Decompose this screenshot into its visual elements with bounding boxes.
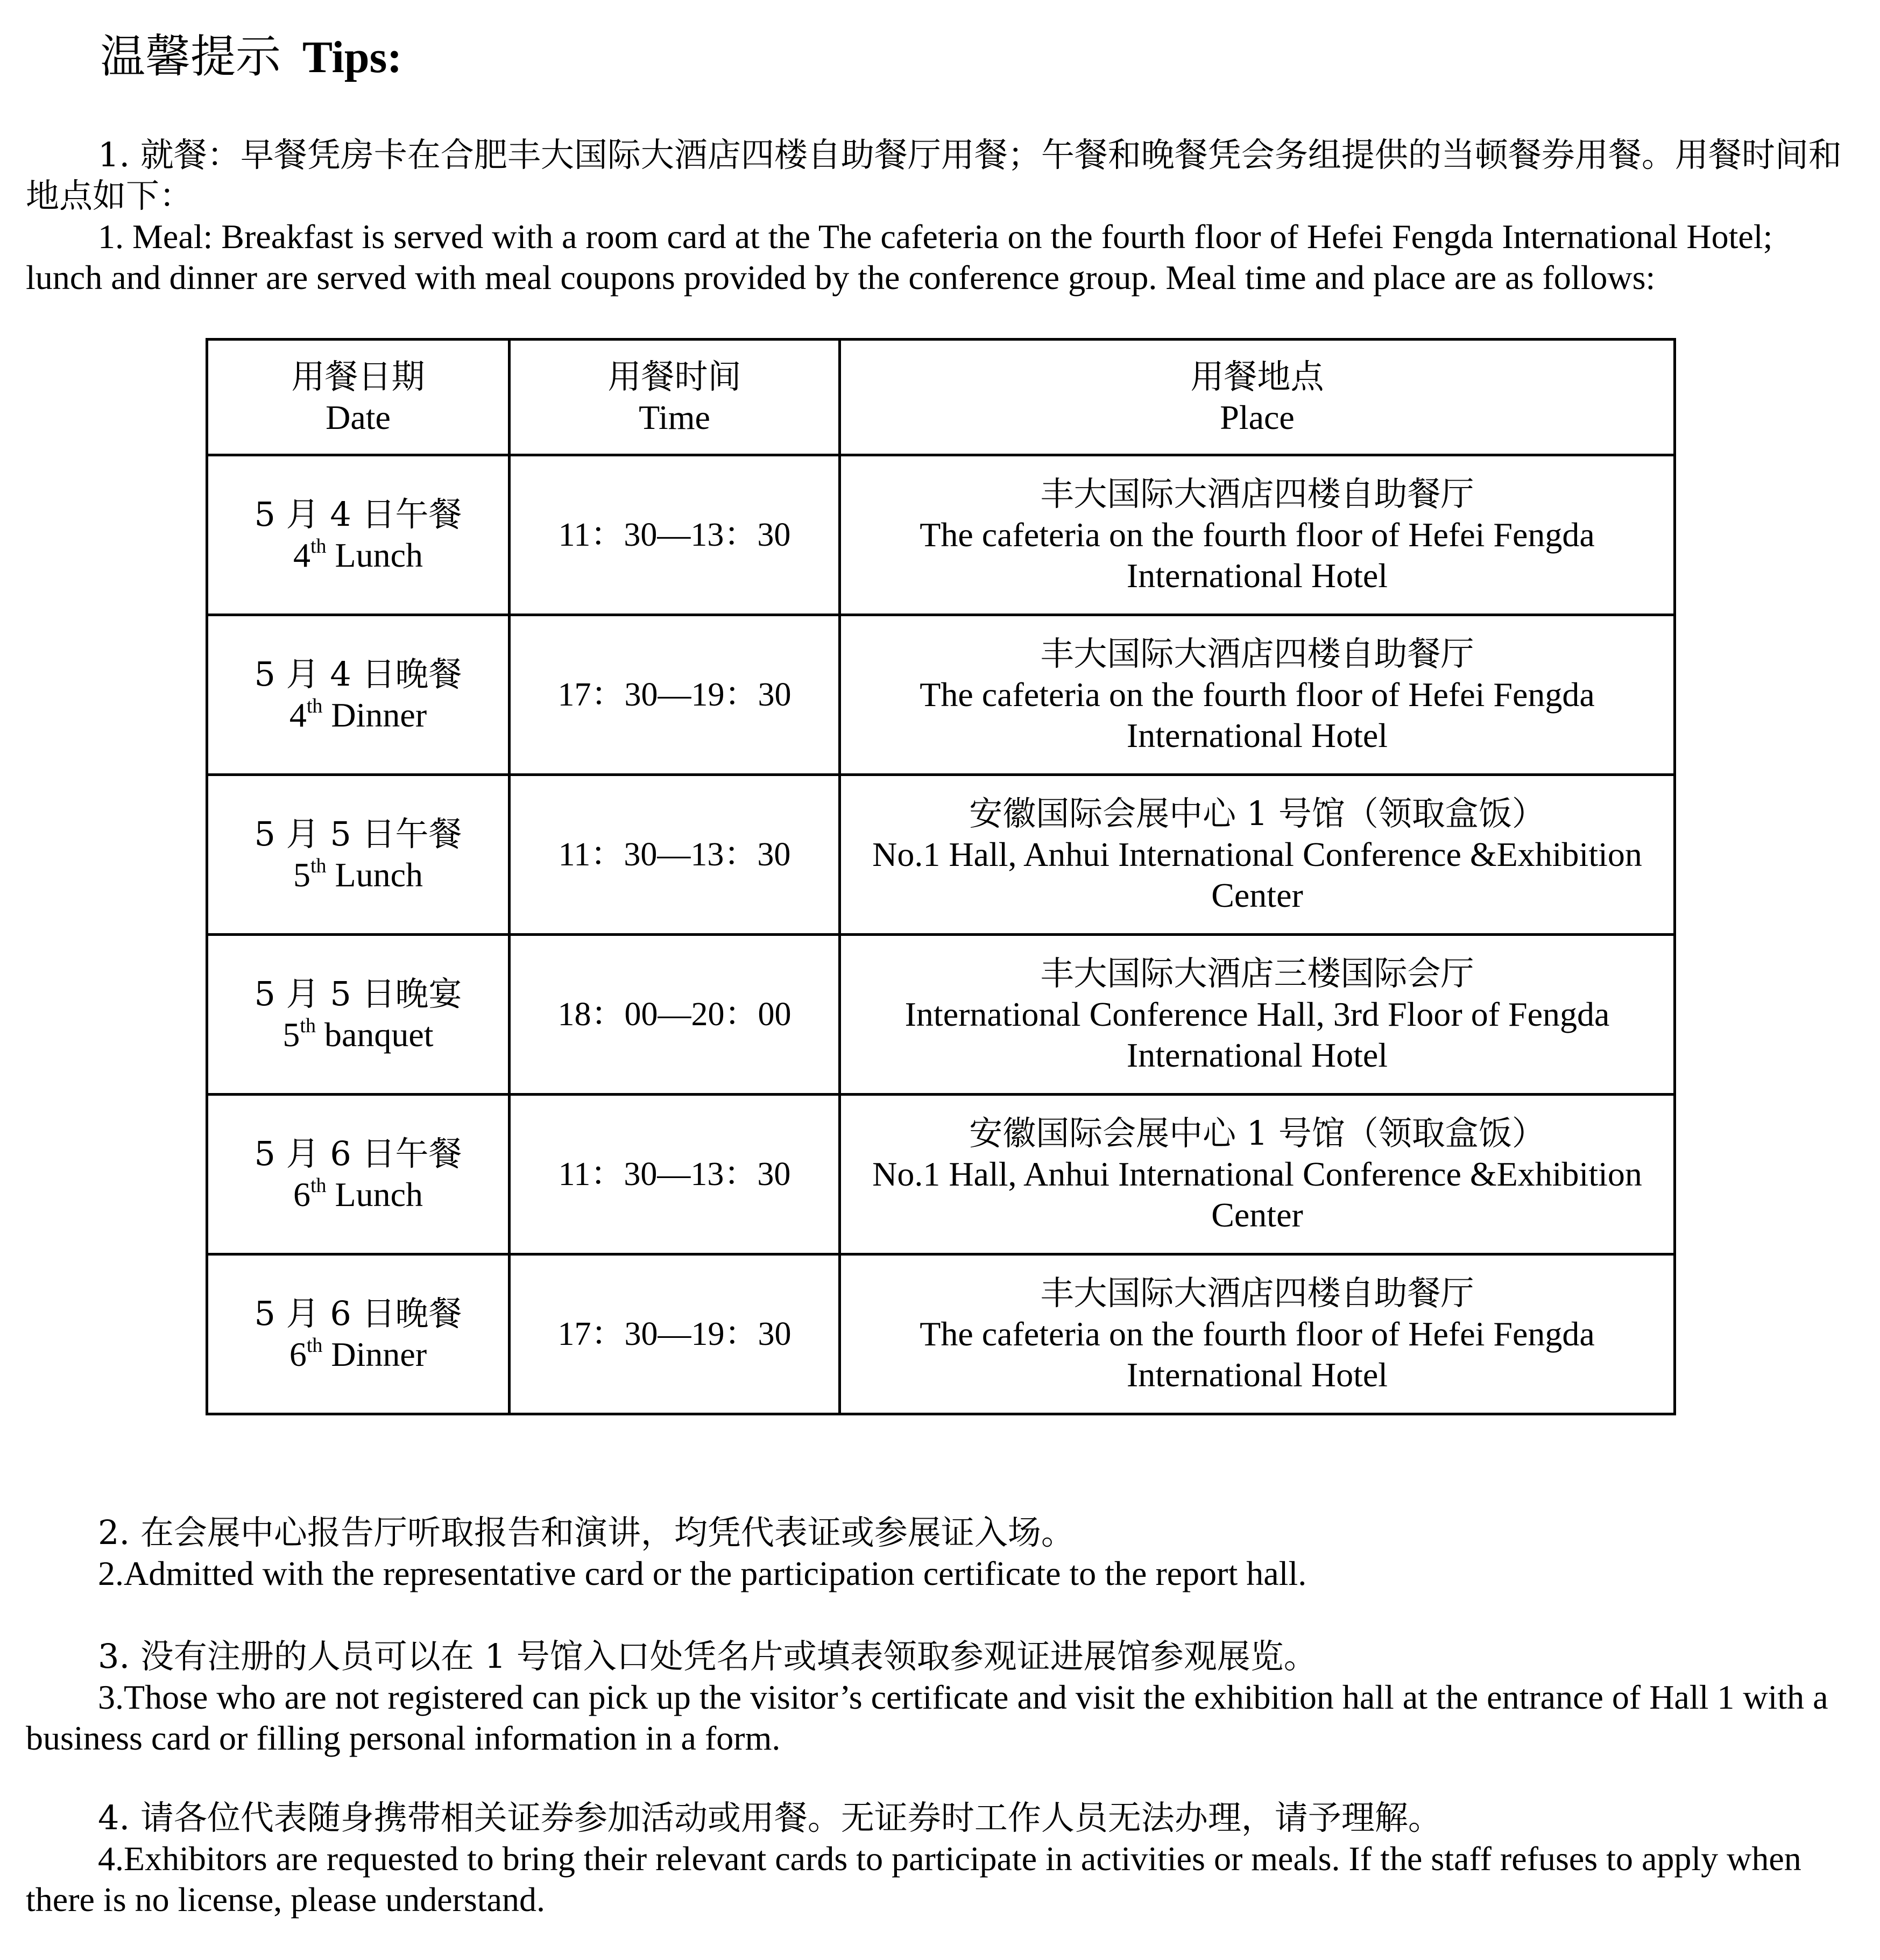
time-cell: 11：30—13：30 (510, 775, 840, 935)
header-time: 用餐时间 Time (510, 340, 840, 455)
date-cell: 5 月 6 日午餐 6th Lunch (207, 1095, 510, 1254)
place-cell: 丰大国际大酒店四楼自助餐厅 The cafeteria on the fourth floor of Hefei Fengda International Hotel (840, 455, 1675, 615)
meal-schedule-table (206, 338, 1676, 1415)
date-cell: 5 月 5 日晚宴 5th banquet (207, 935, 510, 1095)
table-row (207, 935, 1675, 1095)
tip-3 (26, 1636, 1855, 1759)
tip-3-zh: 3. 没有注册的人员可以在 1 号馆入口处凭名片或填表领取参观证进展馆参观展览。 (98, 1637, 1317, 1676)
time-cell: 11：30—13：30 (510, 455, 840, 615)
time-cell: 11：30—13：30 (510, 1095, 840, 1254)
tip-4-en: 4.Exhibitors are requested to bring their relevant cards to participate in activities or meals. If the staff refuses to apply when there is no license, please understand. (26, 1839, 1801, 1919)
place-cell: 丰大国际大酒店四楼自助餐厅 The cafeteria on the fourth floor of Hefei Fengda International Hotel (840, 615, 1675, 775)
date-cell: 5 月 6 日晚餐 6th Dinner (207, 1254, 510, 1414)
header-place: 用餐地点 Place (840, 340, 1675, 455)
table-header-row (207, 340, 1675, 455)
table-row (207, 1254, 1675, 1414)
table-row (207, 615, 1675, 775)
tip-4 (26, 1797, 1855, 1920)
table-row (207, 775, 1675, 935)
table-row (207, 1095, 1675, 1254)
place-cell: 安徽国际会展中心 1 号馆（领取盒饭） No.1 Hall, Anhui International Conference &Exhibition Center (840, 1095, 1675, 1254)
date-cell: 5 月 4 日午餐 4th Lunch (207, 455, 510, 615)
time-cell: 18：00—20：00 (510, 935, 840, 1095)
meal-intro-en: 1. Meal: Breakfast is served with a room card at the The cafeteria on the fourth floor of Hefei Fengda International Hotel; lunch and dinner are served with meal coupons provided by the conference group. Meal time and place are as follows: (26, 217, 1773, 297)
tip-2-zh: 2. 在会展中心报告厅听取报告和演讲，均凭代表证或参展证入场。 (98, 1513, 1075, 1552)
date-cell: 5 月 4 日晚餐 4th Dinner (207, 615, 510, 775)
tip-2-en: 2.Admitted with the representative card or the participation certificate to the report hall. (98, 1554, 1307, 1592)
title-en: Tips: (302, 32, 402, 82)
meal-intro-zh: 1. 就餐：早餐凭房卡在合肥丰大国际大酒店四楼自助餐厅用餐；午餐和晚餐凭会务组提供的当顿餐券用餐。用餐时间和地点如下： (26, 135, 1842, 215)
title-zh: 温馨提示 (100, 30, 281, 83)
tip-2 (26, 1512, 1855, 1594)
place-cell: 丰大国际大酒店四楼自助餐厅 The cafeteria on the fourth floor of Hefei Fengda International Hotel (840, 1254, 1675, 1414)
time-cell: 17：30—19：30 (510, 615, 840, 775)
place-cell: 丰大国际大酒店三楼国际会厅 International Conference Hall, 3rd Floor of Fengda International Hotel (840, 935, 1675, 1095)
table-row (207, 455, 1675, 615)
place-cell: 安徽国际会展中心 1 号馆（领取盒饭） No.1 Hall, Anhui International Conference &Exhibition Center (840, 775, 1675, 935)
tip-3-en: 3.Those who are not registered can pick up the visitor’s certificate and visit the exhibition hall at the entrance of Hall 1 with a business card or filling personal information in a form. (26, 1678, 1828, 1757)
tip-4-zh: 4. 请各位代表随身携带相关证券参加活动或用餐。无证券时工作人员无法办理，请予理解。 (98, 1798, 1441, 1837)
date-cell: 5 月 5 日午餐 5th Lunch (207, 775, 510, 935)
meal-intro (26, 135, 1855, 298)
header-date: 用餐日期 Date (207, 340, 510, 455)
page-title (100, 27, 402, 87)
time-cell: 17：30—19：30 (510, 1254, 840, 1414)
